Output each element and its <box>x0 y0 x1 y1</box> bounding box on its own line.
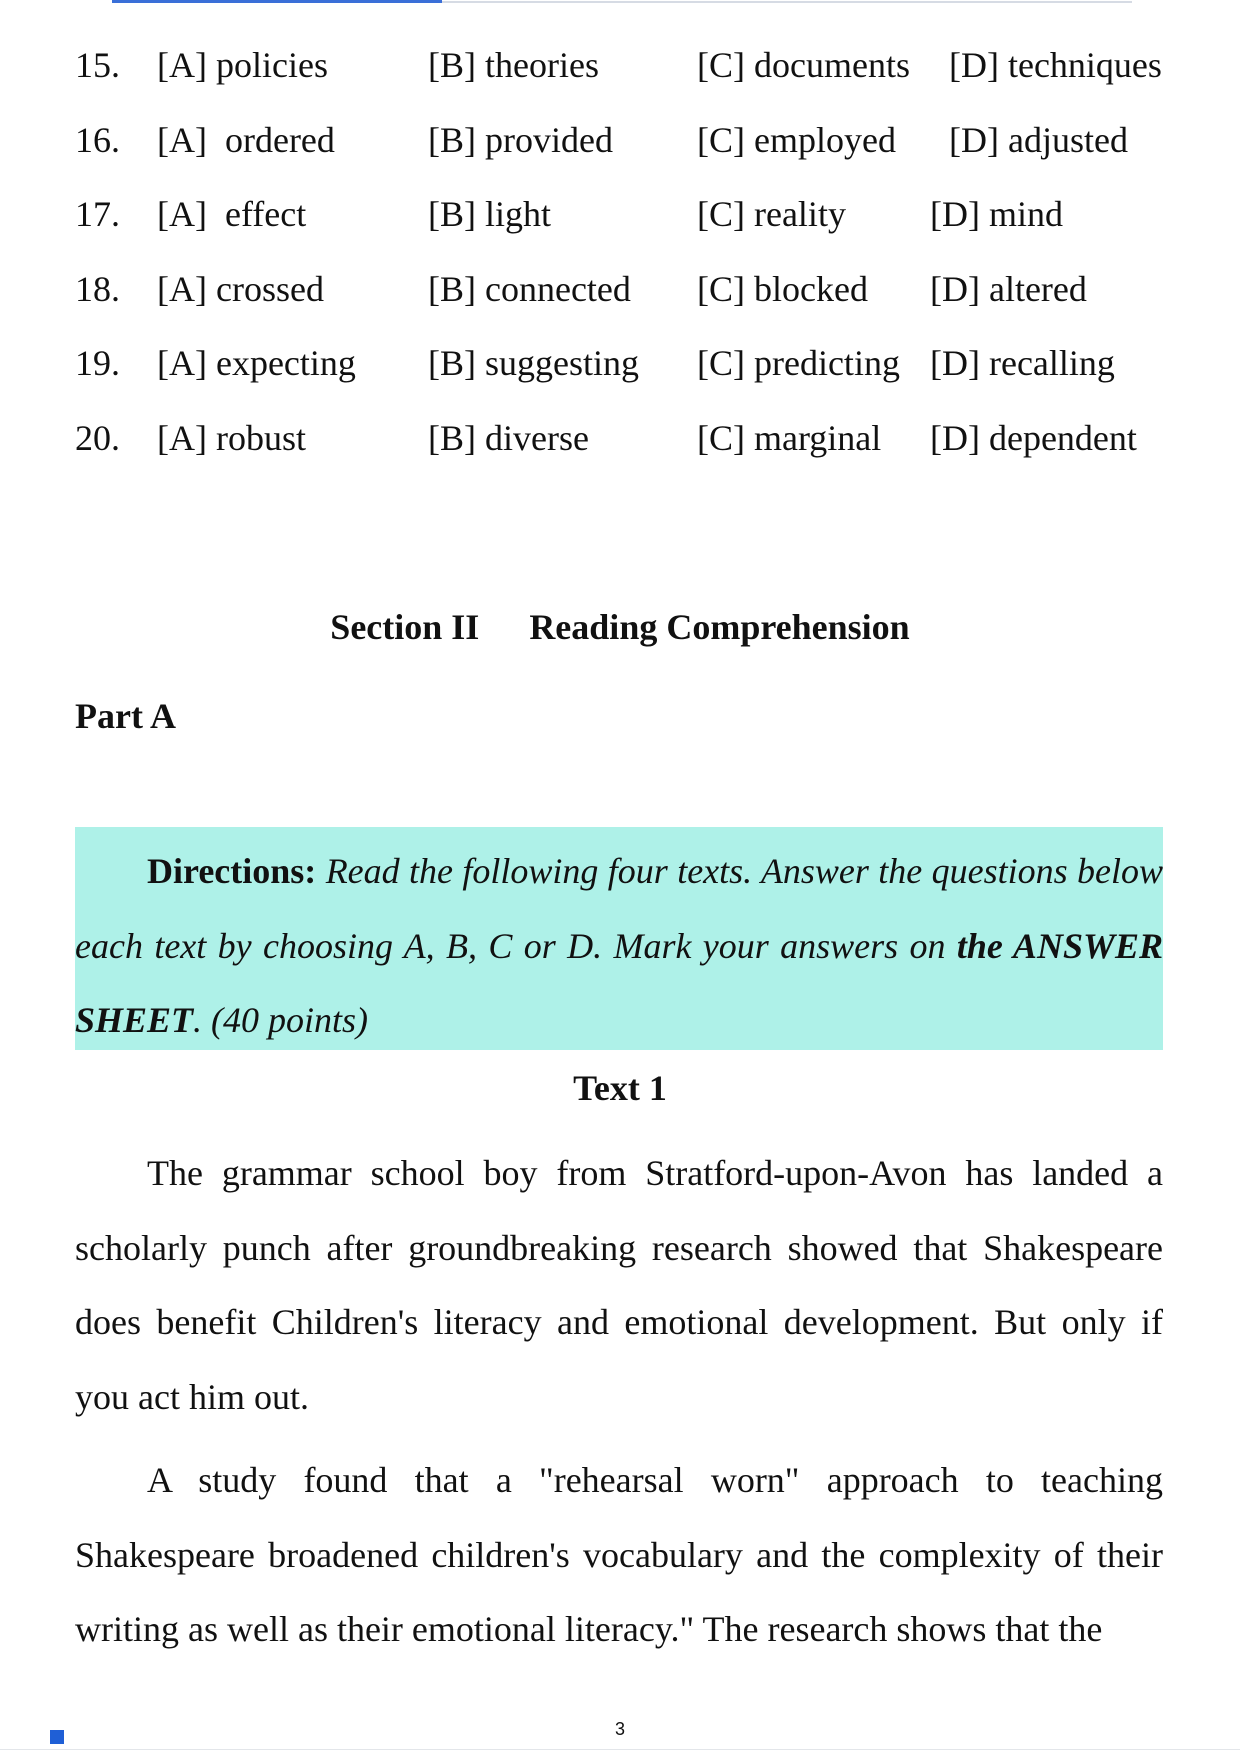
question-row-17 <box>75 187 1175 262</box>
option-b: [B] connected <box>428 268 631 309</box>
option-a: [A] ordered <box>157 119 335 160</box>
option-c: [C] blocked <box>697 268 868 309</box>
option-b: [B] suggesting <box>428 343 639 384</box>
option-d: [D] recalling <box>930 343 1115 384</box>
option-c: [C] documents <box>697 45 910 85</box>
option-b: [B] theories <box>428 45 599 85</box>
question-row-15 <box>75 38 1175 113</box>
option-c: [C] reality <box>697 194 846 235</box>
part-heading: Part A <box>75 696 176 736</box>
passage-paragraph: A study found that a "rehearsal worn" approach to teaching Shakespeare broadened children's vocabulary and the complexity of their writing as well as their emotional literacy." The research shows that the <box>75 1460 1163 1649</box>
question-number: 17. <box>75 194 120 235</box>
option-a: [A] effect <box>157 194 307 235</box>
question-row-16 <box>75 113 1175 188</box>
header-rule-accent <box>112 0 442 3</box>
question-number: 19. <box>75 343 120 384</box>
option-d: [D] dependent <box>930 417 1137 458</box>
square-marker-icon <box>50 1730 64 1744</box>
text-heading: Text 1 <box>573 1068 667 1108</box>
section-title: Reading Comprehension <box>529 607 910 647</box>
option-b: [B] diverse <box>428 417 589 458</box>
option-a: [A] expecting <box>157 343 356 384</box>
answer-sheet-emphasis: the ANSWER SHEET <box>75 925 1163 1040</box>
question-number: 20. <box>75 417 120 458</box>
option-c: [C] marginal <box>697 417 882 458</box>
option-d: [D] mind <box>930 194 1063 235</box>
directions-box <box>75 827 1163 1050</box>
directions-points: . (40 points) <box>193 1000 369 1040</box>
option-b: [B] provided <box>428 119 613 160</box>
option-b: [B] light <box>428 194 551 235</box>
option-c: [C] predicting <box>697 343 900 384</box>
passage-paragraph: The grammar school boy from Stratford-upon-Avon has landed a scholarly punch after groundbreaking research showed that Shakespeare does benefit Children's literacy and emotional development. But only if you act him out. <box>75 1153 1163 1417</box>
option-d: [D] techniques <box>949 45 1162 85</box>
footer-rule <box>0 1749 1240 1750</box>
section-label: Section II <box>330 607 480 647</box>
directions-label: Directions: <box>147 851 317 891</box>
question-row-19 <box>75 336 1175 411</box>
option-a: [A] policies <box>157 45 328 85</box>
question-row-18 <box>75 262 1175 337</box>
option-c: [C] employed <box>697 119 896 160</box>
question-number: 18. <box>75 268 120 309</box>
question-number: 15. <box>75 45 120 85</box>
directions-text: Read the following four texts. Answer the questions below each text by choosing A, B, C or D. Mark your answers on <box>75 851 1163 966</box>
option-d: [D] altered <box>930 268 1087 309</box>
section-heading <box>0 597 1240 657</box>
page-number: 3 <box>614 1719 625 1739</box>
answer-options-list <box>75 38 1175 486</box>
option-a: [A] robust <box>157 417 306 458</box>
option-d: [D] adjusted <box>949 119 1128 160</box>
question-row-20 <box>75 411 1175 486</box>
question-number: 16. <box>75 119 120 160</box>
option-a: [A] crossed <box>157 268 324 309</box>
